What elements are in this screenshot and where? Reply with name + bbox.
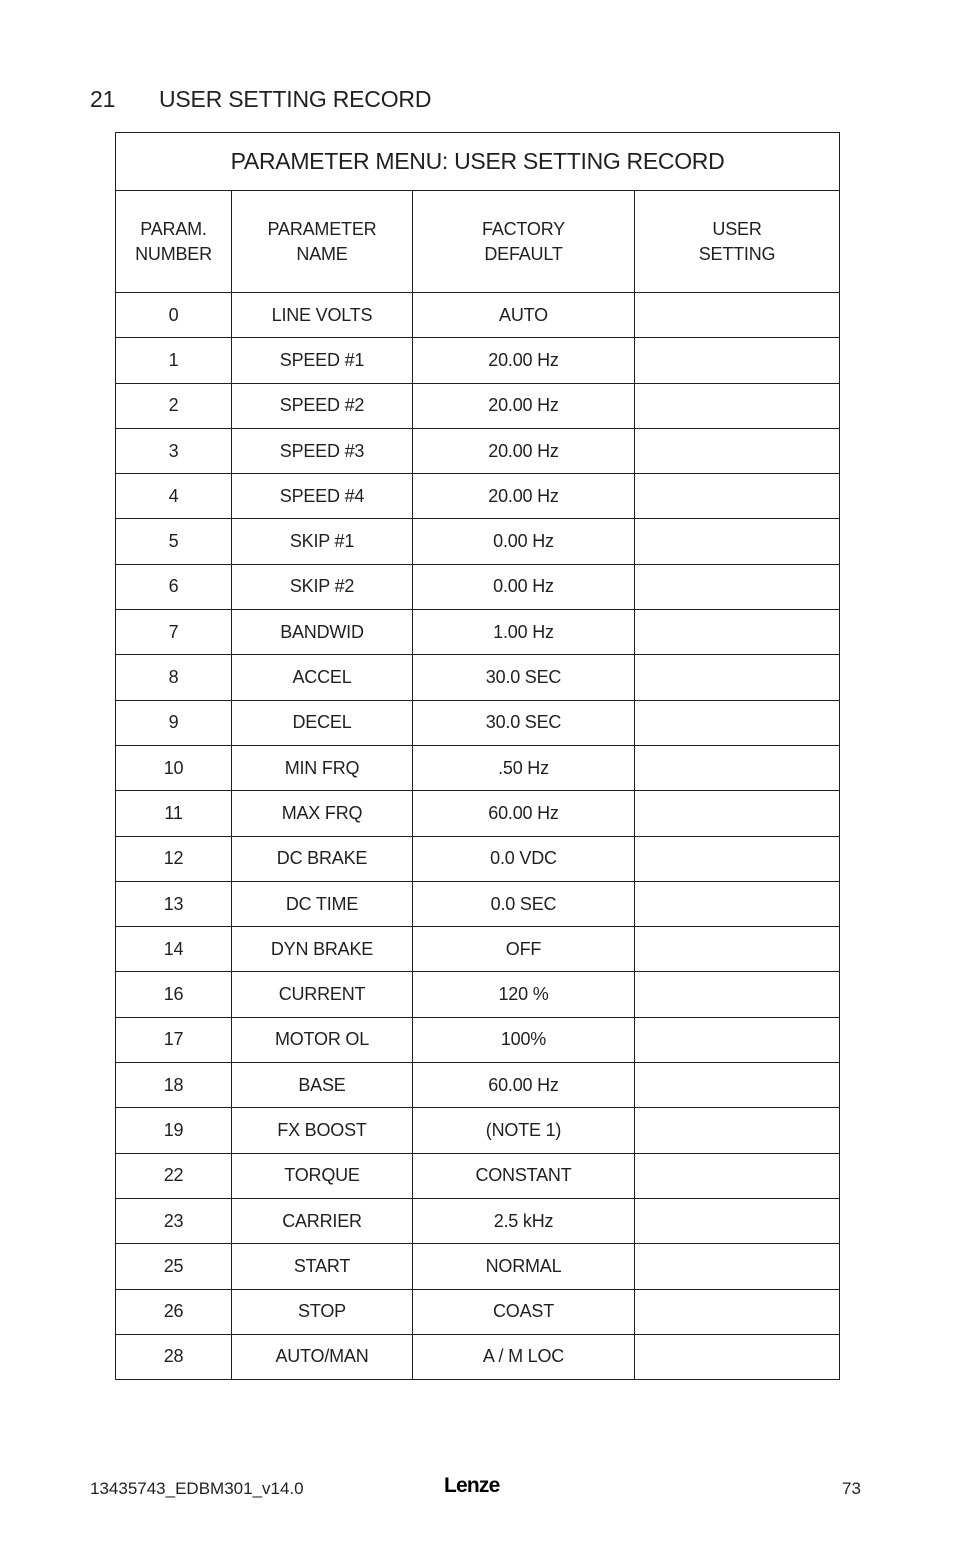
column-header-factory-default [413,191,635,293]
user-setting-cell[interactable] [635,519,840,564]
parameter-name-cell: START [232,1244,413,1289]
table-row [116,383,840,428]
table-row [116,881,840,926]
param-number-cell: 25 [116,1244,232,1289]
table-row [116,972,840,1017]
factory-default-cell: .50 Hz [413,745,635,790]
parameter-name-cell: MAX FRQ [232,791,413,836]
param-number-cell: 13 [116,881,232,926]
table-row [116,700,840,745]
param-number-cell: 9 [116,700,232,745]
user-setting-cell[interactable] [635,474,840,519]
parameter-name-cell: CARRIER [232,1198,413,1243]
factory-default-cell: 2.5 kHz [413,1198,635,1243]
header-line: NUMBER [135,243,212,264]
header-line: USER [712,218,762,239]
parameter-name-cell: AUTO/MAN [232,1334,413,1379]
user-setting-record-table [115,132,840,1380]
document-id: 13435743_EDBM301_v14.0 [90,1479,304,1498]
parameter-name-cell: SPEED #1 [232,338,413,383]
parameter-name-cell: SKIP #2 [232,564,413,609]
user-setting-cell[interactable] [635,791,840,836]
header-line: SETTING [698,243,776,264]
factory-default-cell: 20.00 Hz [413,383,635,428]
param-number-cell: 16 [116,972,232,1017]
parameter-name-cell: SKIP #1 [232,519,413,564]
param-number-cell: 4 [116,474,232,519]
parameter-name-cell: DC BRAKE [232,836,413,881]
factory-default-cell: 0.00 Hz [413,519,635,564]
user-setting-cell[interactable] [635,836,840,881]
user-setting-cell[interactable] [635,1108,840,1153]
param-number-cell: 26 [116,1289,232,1334]
param-number-cell: 17 [116,1017,232,1062]
user-setting-cell[interactable] [635,972,840,1017]
table-row [116,474,840,519]
factory-default-cell: CONSTANT [413,1153,635,1198]
user-setting-cell[interactable] [635,655,840,700]
parameter-name-cell: BANDWID [232,610,413,655]
param-number-cell: 10 [116,745,232,790]
param-number-cell: 12 [116,836,232,881]
header-line: PARAM. [140,218,207,239]
table-title: PARAMETER MENU: USER SETTING RECORD [116,133,840,191]
factory-default-cell: 100% [413,1017,635,1062]
param-number-cell: 0 [116,293,232,338]
parameter-name-cell: TORQUE [232,1153,413,1198]
section-number: 21 [90,86,116,112]
param-number-cell: 22 [116,1153,232,1198]
lenze-logo: Lenze [444,1474,500,1497]
parameter-name-cell: MIN FRQ [232,745,413,790]
factory-default-cell: (NOTE 1) [413,1108,635,1153]
table-title-row [116,133,840,191]
user-setting-cell[interactable] [635,293,840,338]
table-row [116,338,840,383]
header-line: PARAMETER [267,218,377,239]
table-row [116,1108,840,1153]
param-number-cell: 23 [116,1198,232,1243]
table-row [116,836,840,881]
section-title: USER SETTING RECORD [159,86,432,112]
user-setting-cell[interactable] [635,1198,840,1243]
parameter-name-cell: STOP [232,1289,413,1334]
table-row [116,1063,840,1108]
table-row [116,1153,840,1198]
parameter-name-cell: CURRENT [232,972,413,1017]
factory-default-cell: 120 % [413,972,635,1017]
user-setting-cell[interactable] [635,1334,840,1379]
table-row [116,745,840,790]
param-number-cell: 3 [116,428,232,473]
parameter-name-cell: DECEL [232,700,413,745]
user-setting-cell[interactable] [635,700,840,745]
factory-default-cell: 0.0 VDC [413,836,635,881]
table-row [116,1334,840,1379]
parameter-name-cell: BASE [232,1063,413,1108]
param-number-cell: 5 [116,519,232,564]
factory-default-cell: COAST [413,1289,635,1334]
table-row [116,791,840,836]
factory-default-cell: 20.00 Hz [413,338,635,383]
factory-default-cell: OFF [413,927,635,972]
user-setting-cell[interactable] [635,927,840,972]
page-number: 73 [842,1479,861,1498]
param-number-cell: 19 [116,1108,232,1153]
table-row [116,610,840,655]
header-line: DEFAULT [484,243,563,264]
table-row [116,1289,840,1334]
param-number-cell: 14 [116,927,232,972]
table-row [116,1017,840,1062]
param-number-cell: 2 [116,383,232,428]
column-header-param-number [116,191,232,293]
factory-default-cell: 60.00 Hz [413,1063,635,1108]
param-number-cell: 1 [116,338,232,383]
factory-default-cell: 1.00 Hz [413,610,635,655]
param-number-cell: 6 [116,564,232,609]
table-row [116,655,840,700]
table-row [116,519,840,564]
parameter-name-cell: SPEED #4 [232,474,413,519]
parameter-name-cell: SPEED #3 [232,428,413,473]
parameter-name-cell: DC TIME [232,881,413,926]
factory-default-cell: 20.00 Hz [413,428,635,473]
header-line: NAME [296,243,348,264]
parameter-name-cell: SPEED #2 [232,383,413,428]
table-row [116,1198,840,1243]
table-row [116,927,840,972]
parameter-name-cell: DYN BRAKE [232,927,413,972]
user-setting-cell[interactable] [635,428,840,473]
user-setting-cell[interactable] [635,564,840,609]
param-number-cell: 18 [116,1063,232,1108]
param-number-cell: 7 [116,610,232,655]
table-header-row [116,191,840,293]
factory-default-cell: 30.0 SEC [413,700,635,745]
user-setting-cell[interactable] [635,745,840,790]
user-setting-cell[interactable] [635,1289,840,1334]
parameter-name-cell: MOTOR OL [232,1017,413,1062]
user-setting-cell[interactable] [635,338,840,383]
table-body [116,293,840,1380]
param-number-cell: 11 [116,791,232,836]
factory-default-cell: 60.00 Hz [413,791,635,836]
factory-default-cell: 0.00 Hz [413,564,635,609]
factory-default-cell: 30.0 SEC [413,655,635,700]
user-setting-cell[interactable] [635,1017,840,1062]
user-setting-cell[interactable] [635,610,840,655]
factory-default-cell: 0.0 SEC [413,881,635,926]
factory-default-cell: 20.00 Hz [413,474,635,519]
user-setting-cell[interactable] [635,881,840,926]
param-number-cell: 28 [116,1334,232,1379]
factory-default-cell: A / M LOC [413,1334,635,1379]
column-header-user-setting [635,191,840,293]
factory-default-cell: AUTO [413,293,635,338]
parameter-name-cell: LINE VOLTS [232,293,413,338]
param-number-cell: 8 [116,655,232,700]
user-setting-cell[interactable] [635,1244,840,1289]
column-header-parameter-name [232,191,413,293]
section-heading [90,86,431,113]
factory-default-cell: NORMAL [413,1244,635,1289]
user-setting-cell[interactable] [635,1153,840,1198]
user-setting-cell[interactable] [635,1063,840,1108]
parameter-name-cell: ACCEL [232,655,413,700]
table-row [116,1244,840,1289]
table-row [116,428,840,473]
table-row [116,293,840,338]
table-row [116,564,840,609]
parameter-name-cell: FX BOOST [232,1108,413,1153]
user-setting-cell[interactable] [635,383,840,428]
header-line: FACTORY [482,218,565,239]
